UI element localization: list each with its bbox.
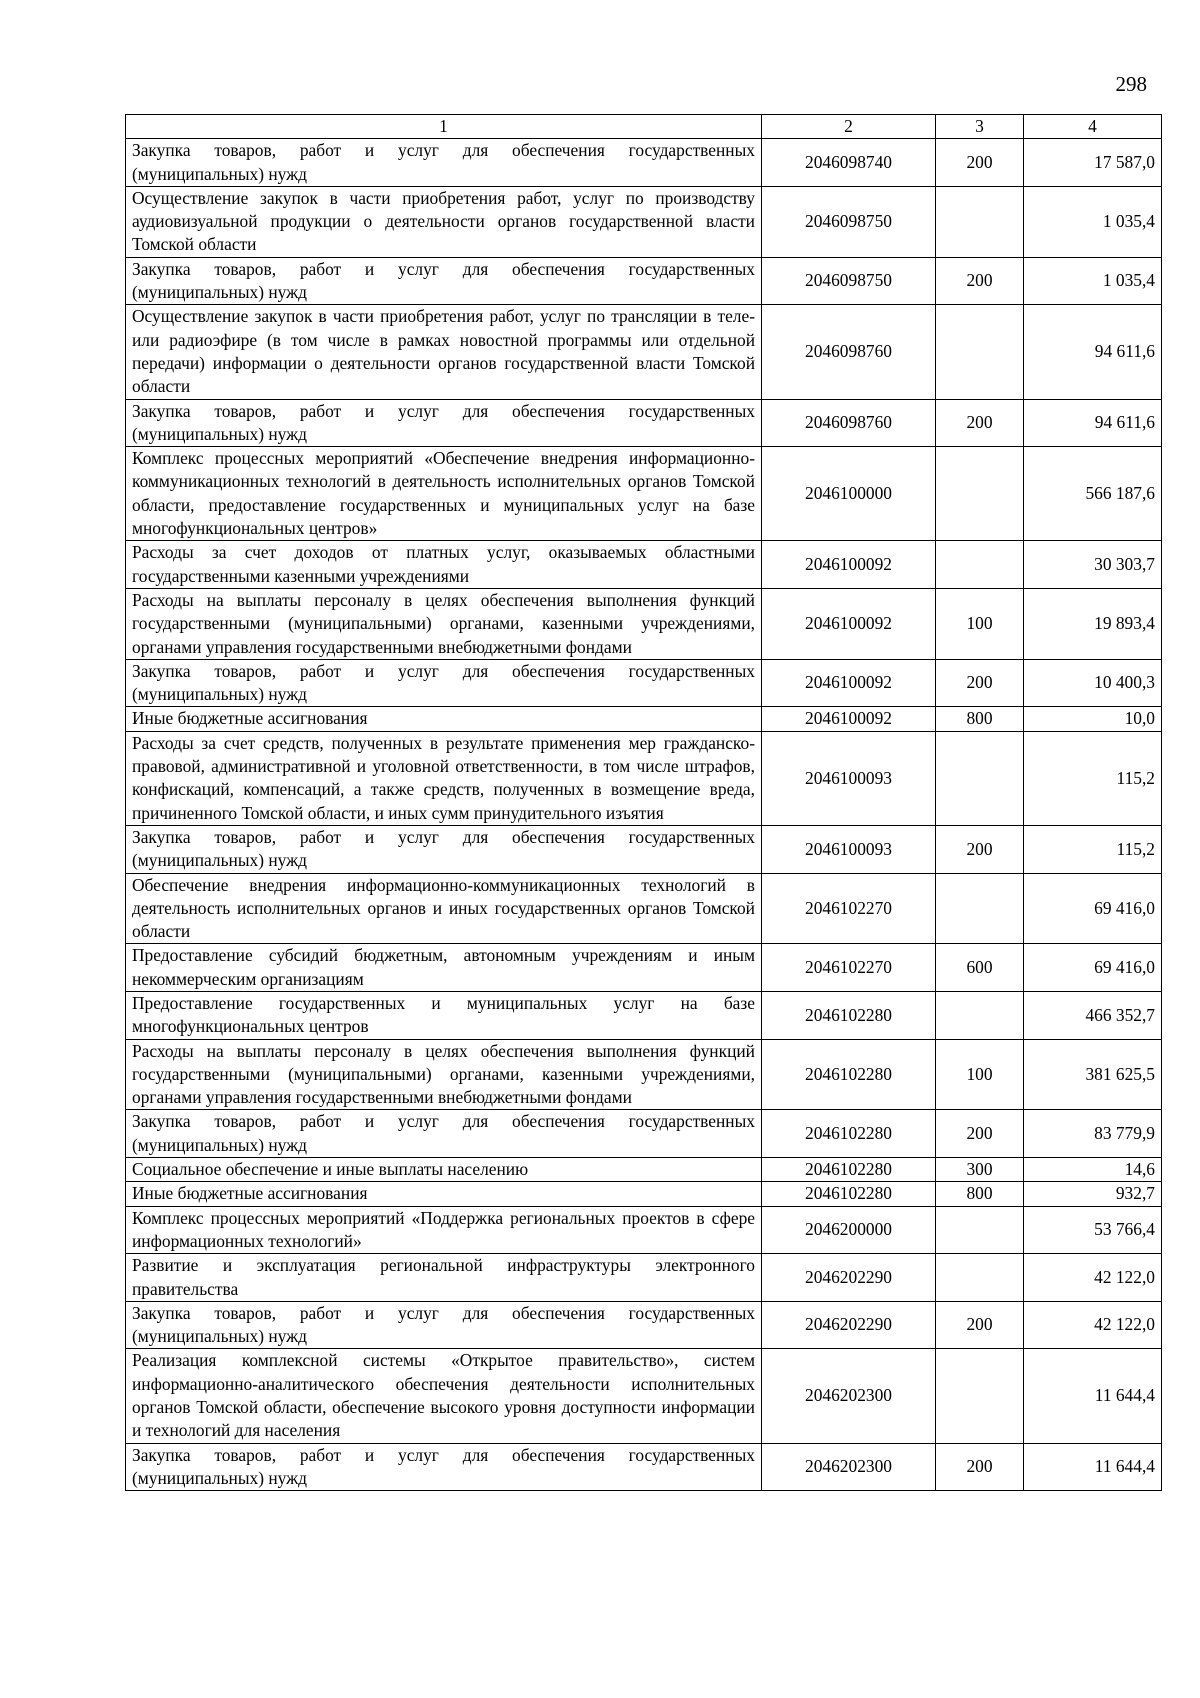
expense-type-cell: 200: [936, 1110, 1024, 1158]
table-row: [126, 1349, 1162, 1443]
target-code-cell: 2046202300: [762, 1443, 936, 1491]
expense-type-cell: 200: [936, 825, 1024, 873]
table-row: [126, 447, 1162, 541]
target-code-cell: 2046202290: [762, 1301, 936, 1349]
expense-name-cell: Предоставление субсидий бюджетным, автономным учреждениям и иным некоммерческим организациям: [126, 944, 762, 992]
target-code-cell: 2046100093: [762, 731, 936, 825]
amount-cell: 10,0: [1024, 707, 1162, 731]
table-row: [126, 139, 1162, 187]
expense-type-cell: [936, 873, 1024, 944]
amount-cell: 19 893,4: [1024, 588, 1162, 659]
expense-name-cell: Закупка товаров, работ и услуг для обеспечения государственных (муниципальных) нужд: [126, 825, 762, 873]
expense-type-cell: 100: [936, 588, 1024, 659]
expense-type-cell: [936, 1206, 1024, 1254]
expense-name-cell: Расходы за счет средств, полученных в результате применения мер гражданско-правовой, административной и уголовной ответственности, в том числе штрафов, конфискаций, компенсаций, а также средств, полученных в возмещение вреда, причиненного Томской области, и иных сумм принудительного изъятия: [126, 731, 762, 825]
amount-cell: 11 644,4: [1024, 1443, 1162, 1491]
expense-type-cell: 200: [936, 1443, 1024, 1491]
header-row: [126, 115, 1162, 139]
expense-name-cell: Закупка товаров, работ и услуг для обеспечения государственных (муниципальных) нужд: [126, 1443, 762, 1491]
expense-type-cell: 200: [936, 399, 1024, 447]
expense-name-cell: Закупка товаров, работ и услуг для обеспечения государственных (муниципальных) нужд: [126, 1110, 762, 1158]
expense-name-cell: Осуществление закупок в части приобретения работ, услуг по производству аудиовизуальной продукции о деятельности органов государственной власти Томской области: [126, 186, 762, 257]
amount-cell: 1 035,4: [1024, 257, 1162, 305]
expense-type-cell: 800: [936, 1182, 1024, 1206]
expense-type-cell: [936, 305, 1024, 399]
expense-name-cell: Иные бюджетные ассигнования: [126, 1182, 762, 1206]
amount-cell: 69 416,0: [1024, 944, 1162, 992]
target-code-cell: 2046100000: [762, 447, 936, 541]
table-row: [126, 1182, 1162, 1206]
amount-cell: 115,2: [1024, 825, 1162, 873]
header-col-2: 2: [762, 115, 936, 139]
amount-cell: 381 625,5: [1024, 1039, 1162, 1110]
expense-name-cell: Социальное обеспечение и иные выплаты населению: [126, 1158, 762, 1182]
header-col-3: 3: [936, 115, 1024, 139]
budget-table: [125, 114, 1162, 1491]
table-row: [126, 825, 1162, 873]
target-code-cell: 2046102280: [762, 991, 936, 1039]
table-body: [126, 139, 1162, 1491]
expense-name-cell: Осуществление закупок в части приобретения работ, услуг по трансляции в теле- или радиоэфире (в том числе в рамках новостной программы или отдельной передачи) информации о деятельности органов государственной власти Томской области: [126, 305, 762, 399]
amount-cell: 932,7: [1024, 1182, 1162, 1206]
table-row: [126, 944, 1162, 992]
expense-type-cell: 200: [936, 1301, 1024, 1349]
amount-cell: 30 303,7: [1024, 541, 1162, 589]
amount-cell: 115,2: [1024, 731, 1162, 825]
amount-cell: 83 779,9: [1024, 1110, 1162, 1158]
target-code-cell: 2046098760: [762, 399, 936, 447]
expense-name-cell: Закупка товаров, работ и услуг для обеспечения государственных (муниципальных) нужд: [126, 659, 762, 707]
amount-cell: 10 400,3: [1024, 659, 1162, 707]
table-row: [126, 991, 1162, 1039]
expense-name-cell: Закупка товаров, работ и услуг для обеспечения государственных (муниципальных) нужд: [126, 139, 762, 187]
expense-type-cell: 300: [936, 1158, 1024, 1182]
target-code-cell: 2046098740: [762, 139, 936, 187]
target-code-cell: 2046202290: [762, 1254, 936, 1302]
expense-type-cell: 600: [936, 944, 1024, 992]
expense-name-cell: Предоставление государственных и муниципальных услуг на базе многофункциональных центров: [126, 991, 762, 1039]
table-row: [126, 873, 1162, 944]
table-row: [126, 257, 1162, 305]
expense-name-cell: Расходы за счет доходов от платных услуг, оказываемых областными государственными казенными учреждениями: [126, 541, 762, 589]
expense-type-cell: 200: [936, 139, 1024, 187]
expense-name-cell: Иные бюджетные ассигнования: [126, 707, 762, 731]
expense-name-cell: Закупка товаров, работ и услуг для обеспечения государственных (муниципальных) нужд: [126, 257, 762, 305]
amount-cell: 14,6: [1024, 1158, 1162, 1182]
expense-name-cell: Закупка товаров, работ и услуг для обеспечения государственных (муниципальных) нужд: [126, 1301, 762, 1349]
amount-cell: 53 766,4: [1024, 1206, 1162, 1254]
amount-cell: 11 644,4: [1024, 1349, 1162, 1443]
target-code-cell: 2046100092: [762, 707, 936, 731]
header-col-4: 4: [1024, 115, 1162, 139]
table-row: [126, 1206, 1162, 1254]
target-code-cell: 2046102280: [762, 1039, 936, 1110]
expense-name-cell: Расходы на выплаты персоналу в целях обеспечения выполнения функций государственными (муниципальными) органами, казенными учреждениями, органами управления государственными внебюджетными фондами: [126, 1039, 762, 1110]
expense-name-cell: Закупка товаров, работ и услуг для обеспечения государственных (муниципальных) нужд: [126, 399, 762, 447]
table-row: [126, 186, 1162, 257]
amount-cell: 466 352,7: [1024, 991, 1162, 1039]
amount-cell: 17 587,0: [1024, 139, 1162, 187]
page-number: 298: [1115, 72, 1147, 96]
target-code-cell: 2046200000: [762, 1206, 936, 1254]
target-code-cell: 2046100092: [762, 541, 936, 589]
table-row: [126, 1443, 1162, 1491]
target-code-cell: 2046102280: [762, 1182, 936, 1206]
target-code-cell: 2046102270: [762, 944, 936, 992]
amount-cell: 94 611,6: [1024, 305, 1162, 399]
table-row: [126, 659, 1162, 707]
expense-type-cell: [936, 186, 1024, 257]
target-code-cell: 2046102270: [762, 873, 936, 944]
expense-type-cell: [936, 731, 1024, 825]
table-row: [126, 541, 1162, 589]
table-row: [126, 707, 1162, 731]
target-code-cell: 2046098750: [762, 257, 936, 305]
expense-type-cell: [936, 541, 1024, 589]
amount-cell: 42 122,0: [1024, 1254, 1162, 1302]
target-code-cell: 2046102280: [762, 1158, 936, 1182]
amount-cell: 566 187,6: [1024, 447, 1162, 541]
amount-cell: 69 416,0: [1024, 873, 1162, 944]
expense-name-cell: Развитие и эксплуатация региональной инфраструктуры электронного правительства: [126, 1254, 762, 1302]
amount-cell: 42 122,0: [1024, 1301, 1162, 1349]
target-code-cell: 2046098760: [762, 305, 936, 399]
expense-name-cell: Комплекс процессных мероприятий «Поддержка региональных проектов в сфере информационных технологий»: [126, 1206, 762, 1254]
amount-cell: 94 611,6: [1024, 399, 1162, 447]
table-row: [126, 1039, 1162, 1110]
expense-type-cell: 200: [936, 659, 1024, 707]
table-row: [126, 1110, 1162, 1158]
target-code-cell: 2046102280: [762, 1110, 936, 1158]
target-code-cell: 2046100093: [762, 825, 936, 873]
expense-type-cell: [936, 447, 1024, 541]
table-row: [126, 1254, 1162, 1302]
target-code-cell: 2046098750: [762, 186, 936, 257]
target-code-cell: 2046100092: [762, 588, 936, 659]
expense-name-cell: Обеспечение внедрения информационно-коммуникационных технологий в деятельность исполнительных органов и иных государственных органов Томской области: [126, 873, 762, 944]
table-row: [126, 305, 1162, 399]
expense-type-cell: [936, 1254, 1024, 1302]
table-row: [126, 1158, 1162, 1182]
target-code-cell: 2046100092: [762, 659, 936, 707]
expense-type-cell: [936, 1349, 1024, 1443]
table-row: [126, 1301, 1162, 1349]
amount-cell: 1 035,4: [1024, 186, 1162, 257]
expense-name-cell: Комплекс процессных мероприятий «Обеспечение внедрения информационно-коммуникационных технологий в деятельность исполнительных органов Томской области, предоставление государственных и муниципальных услуг на базе многофункциональных центров»: [126, 447, 762, 541]
header-col-1: 1: [126, 115, 762, 139]
expense-name-cell: Реализация комплексной системы «Открытое правительство», систем информационно-аналитического обеспечения деятельности исполнительных органов Томской области, обеспечение высокого уровня доступности информации и технологий для населения: [126, 1349, 762, 1443]
expense-type-cell: 200: [936, 257, 1024, 305]
table-row: [126, 588, 1162, 659]
expense-type-cell: 800: [936, 707, 1024, 731]
expense-type-cell: 100: [936, 1039, 1024, 1110]
target-code-cell: 2046202300: [762, 1349, 936, 1443]
table-row: [126, 399, 1162, 447]
expense-type-cell: [936, 991, 1024, 1039]
table-row: [126, 731, 1162, 825]
expense-name-cell: Расходы на выплаты персоналу в целях обеспечения выполнения функций государственными (муниципальными) органами, казенными учреждениями, органами управления государственными внебюджетными фондами: [126, 588, 762, 659]
